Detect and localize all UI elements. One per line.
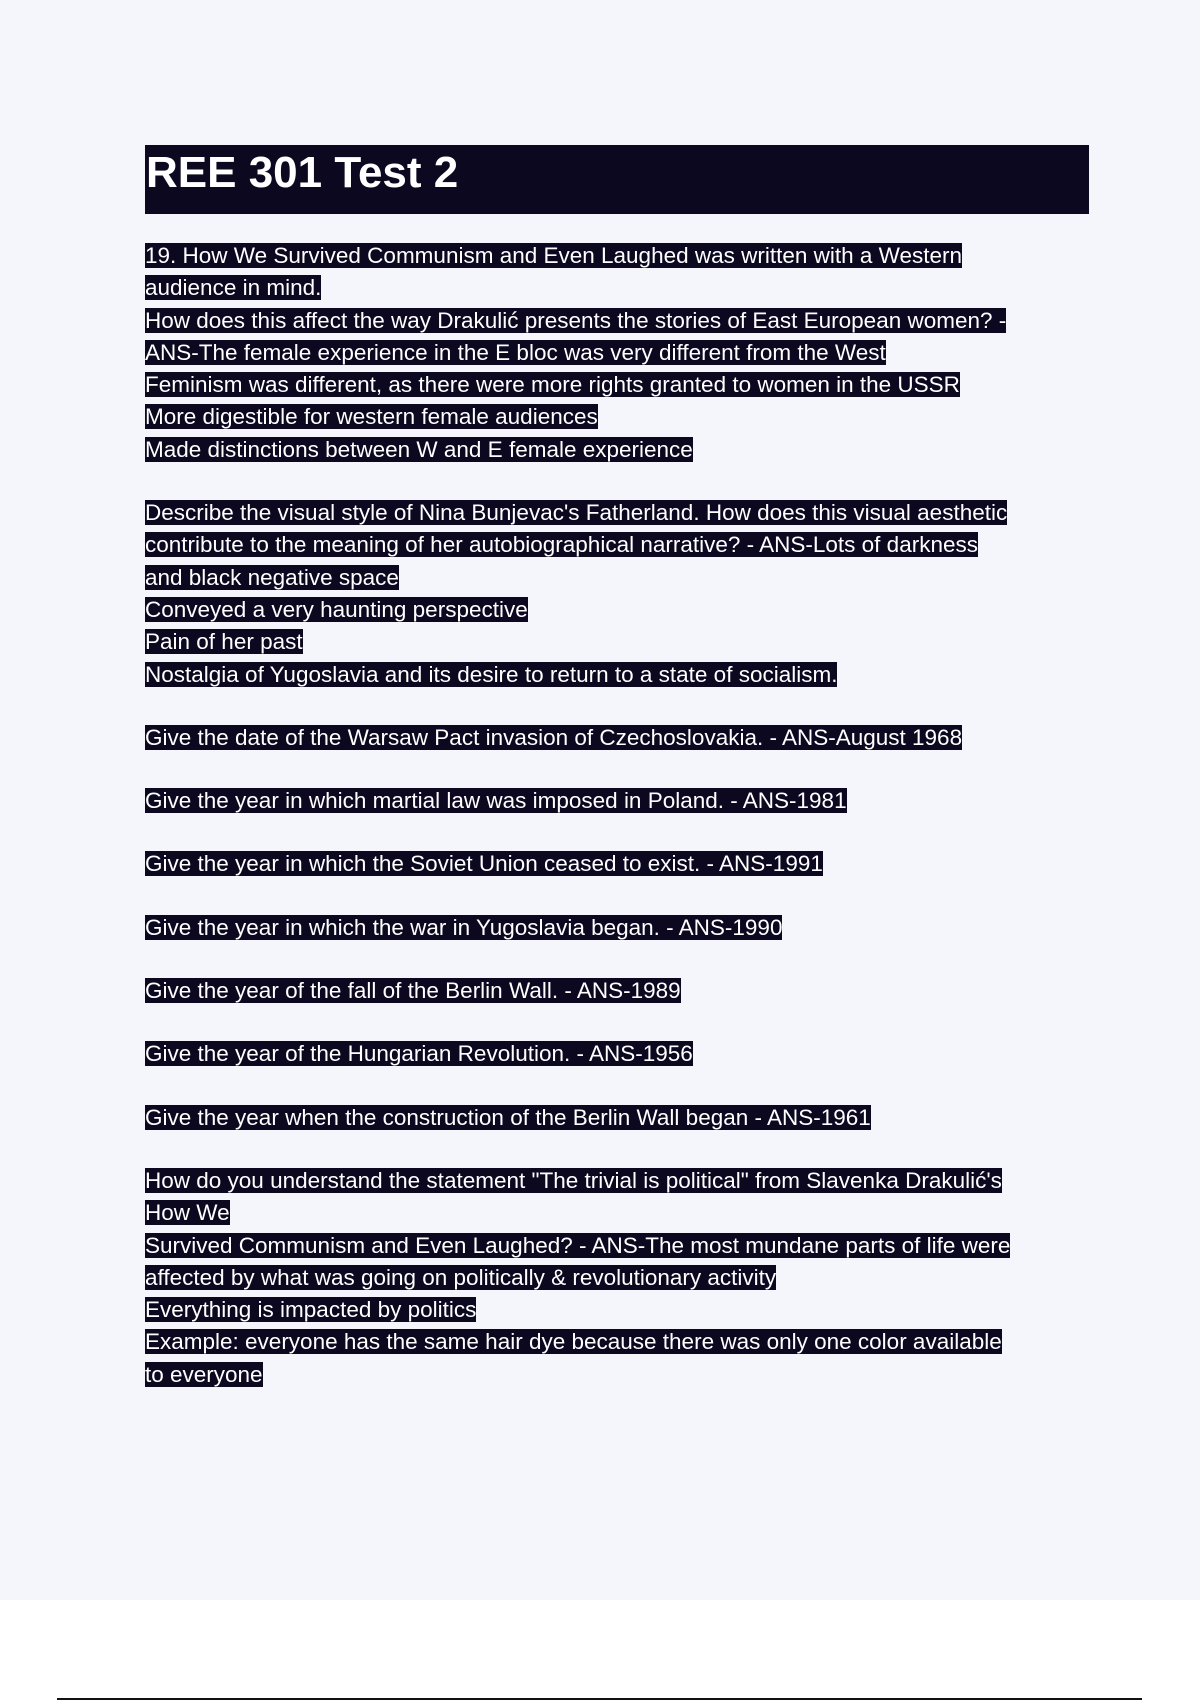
qa-block-drakulic-western-audience	[145, 240, 1089, 466]
text-line: Made distinctions between W and E female experience	[145, 436, 693, 462]
text-line: Example: everyone has the same hair dye because there was only one color available	[145, 1329, 1002, 1355]
text-line: ANS-The female experience in the E bloc was very different from the West	[145, 339, 886, 365]
text-line: Survived Communism and Even Laughed? - ANS-The most mundane parts of life were	[145, 1232, 1011, 1258]
qa-block-hungarian-revolution	[145, 1038, 1089, 1070]
qa-block-yugoslavia-war	[145, 912, 1089, 944]
document-body	[145, 240, 1089, 1391]
text-line: Feminism was different, as there were more rights granted to women in the USSR	[145, 372, 960, 398]
text-line: How do you understand the statement "The trivial is political" from Slavenka Drakulić's	[145, 1167, 1002, 1193]
text-line: Pain of her past	[145, 629, 303, 655]
qa-block-warsaw-pact-invasion	[145, 722, 1089, 754]
text-line: Nostalgia of Yugoslavia and its desire to return to a state of socialism.	[145, 661, 838, 687]
text-line: How We	[145, 1200, 230, 1226]
text-line: Give the year when the construction of the Berlin Wall began - ANS-1961	[145, 1104, 871, 1130]
qa-block-berlin-wall-construction	[145, 1102, 1089, 1134]
text-line: Describe the visual style of Nina Bunjevac's Fatherland. How does this visual aesthetic	[145, 500, 1008, 526]
text-line: More digestible for western female audiences	[145, 404, 598, 430]
text-line: Everything is impacted by politics	[145, 1297, 477, 1323]
text-line: How does this affect the way Drakulić presents the stories of East European women? -	[145, 307, 1007, 333]
text-line: Give the year in which the Soviet Union ceased to exist. - ANS-1991	[145, 851, 823, 877]
text-line: Give the year of the Hungarian Revolution. - ANS-1956	[145, 1041, 693, 1067]
document-content	[145, 145, 1089, 1422]
text-line: and black negative space	[145, 564, 399, 590]
text-line: to everyone	[145, 1361, 263, 1387]
text-line: Conveyed a very haunting perspective	[145, 596, 528, 622]
text-line: contribute to the meaning of her autobiographical narrative? - ANS-Lots of darkness	[145, 532, 978, 558]
text-line: Give the year in which martial law was imposed in Poland. - ANS-1981	[145, 788, 847, 814]
qa-block-trivial-is-political	[145, 1165, 1089, 1391]
text-line: Give the date of the Warsaw Pact invasion of Czechoslovakia. - ANS-August 1968	[145, 724, 963, 750]
text-line: audience in mind.	[145, 275, 322, 301]
qa-block-poland-martial-law	[145, 785, 1089, 817]
qa-block-soviet-union-end	[145, 848, 1089, 880]
text-line: 19. How We Survived Communism and Even Laughed was written with a Western	[145, 243, 963, 268]
text-line: Give the year in which the war in Yugoslavia began. - ANS-1990	[145, 914, 783, 940]
text-line: Give the year of the fall of the Berlin Wall. - ANS-1989	[145, 978, 681, 1004]
document-title: REE 301 Test 2	[145, 145, 1089, 214]
qa-block-fatherland-visual-style	[145, 497, 1089, 691]
qa-block-berlin-wall-fall	[145, 975, 1089, 1007]
text-line: affected by what was going on politically & revolutionary activity	[145, 1264, 777, 1290]
